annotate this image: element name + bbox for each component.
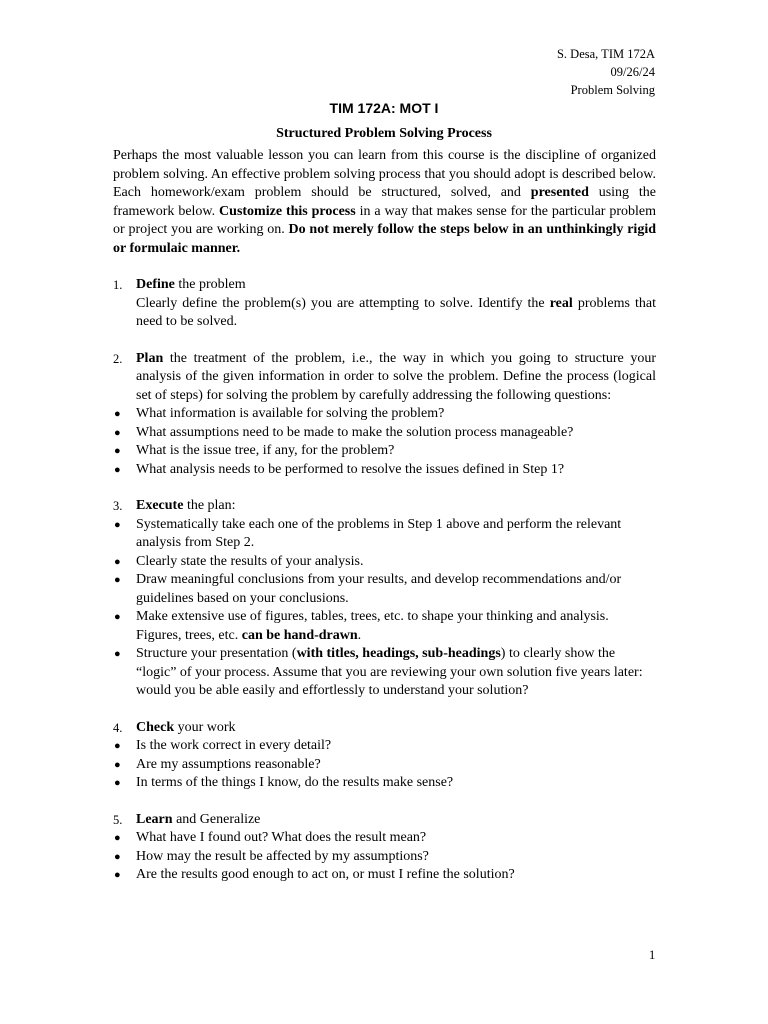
step-define xyxy=(113,276,656,332)
step-number: 2. xyxy=(113,351,123,366)
intro-text-3: in a way that makes sense for the particular problem or project you are working on. xyxy=(113,203,657,237)
bullet-dot-icon: ● xyxy=(114,648,121,660)
header-author: S. Desa, TIM 172A xyxy=(556,47,655,61)
bullet-dot-icon: ● xyxy=(114,758,121,771)
list-item-text: In terms of the things I know, do the results make sense? xyxy=(136,775,454,790)
header-date: 09/26/24 xyxy=(610,65,655,79)
bullet-list xyxy=(113,516,656,701)
list-item-bold: with titles, headings, sub-headings xyxy=(296,646,501,661)
bullet-dot-icon: ● xyxy=(114,445,121,457)
step-learn xyxy=(113,811,656,885)
bullet-dot-icon: ● xyxy=(114,574,121,586)
list-item xyxy=(113,829,656,848)
list-item xyxy=(113,461,656,480)
bullet-dot-icon: ● xyxy=(114,777,121,789)
step-execute xyxy=(113,497,656,701)
step-heading xyxy=(136,350,656,406)
bullet-dot-icon: ● xyxy=(114,611,121,623)
step-keyword: Execute xyxy=(136,498,184,513)
list-item xyxy=(113,442,656,461)
step-heading-rest: and Generalize xyxy=(172,811,261,827)
list-item-text: What analysis needs to be performed to resolve the issues defined in Step 1? xyxy=(136,461,565,477)
list-item xyxy=(113,645,656,701)
list-item-text: Draw meaningful conclusions from your results, and develop recommendations and/or guidelines based on your conclusions. xyxy=(136,572,622,606)
list-item-bold: can be hand-drawn xyxy=(241,627,358,643)
step-heading xyxy=(136,719,656,738)
intro-paragraph xyxy=(113,147,656,258)
bullet-dot-icon: ● xyxy=(114,740,121,752)
step-desc-text-1: Clearly define the problem(s) you are attempting to solve. Identify the xyxy=(136,295,550,311)
list-item-text: Systematically take each one of the problems in Step 1 above and perform the relevant analysis from Step 2. xyxy=(136,516,622,550)
list-item-text: Structure your presentation ( xyxy=(136,646,297,661)
list-item-text: Clearly state the results of your analysis. xyxy=(136,553,364,569)
list-item-text: What is the issue tree, if any, for the problem? xyxy=(136,443,395,458)
intro-bold-presented: presented xyxy=(530,185,589,200)
list-item-text: What assumptions need to be made to make the solution process manageable? xyxy=(136,424,574,440)
bullet-dot-icon: ● xyxy=(114,850,121,863)
intro-text-1: Perhaps the most valuable lesson you can learn from this course is the discipline of organized problem solving. An effective problem solving process that you should adopt is described below. Each homework/exam problem should be structured, solved, and xyxy=(113,148,656,200)
step-number: 3. xyxy=(113,499,123,513)
step-desc-bold-real: real xyxy=(549,295,573,311)
list-item xyxy=(113,516,656,553)
bullet-dot-icon: ● xyxy=(114,426,121,439)
step-keyword: Plan xyxy=(136,350,164,366)
list-item-text: Is the work correct in every detail? xyxy=(136,738,332,753)
step-number: 1. xyxy=(113,278,123,292)
step-plan xyxy=(113,350,656,480)
list-item xyxy=(113,848,656,867)
document-body xyxy=(113,147,656,885)
list-item xyxy=(113,756,656,775)
bullet-list xyxy=(113,405,656,479)
bullet-list xyxy=(113,829,656,885)
list-item-text: Are my assumptions reasonable? xyxy=(136,756,321,772)
step-heading-rest: the treatment of the problem, i.e., the way in which you going to structure your analysis of the given information in order to solve the problem. Define the process (logical set of steps) for solving the problem by carefully addressing the following questions: xyxy=(136,350,656,403)
step-keyword: Learn xyxy=(136,811,173,827)
intro-text-2: using the framework below. xyxy=(113,185,656,219)
step-heading-rest: your work xyxy=(174,719,236,735)
list-item xyxy=(113,608,656,645)
intro-bold-warning: Do not merely follow the steps below in an unthinkingly rigid or formulaic manner. xyxy=(113,222,656,256)
bullet-dot-icon: ● xyxy=(114,832,121,844)
step-number: 4. xyxy=(113,720,123,735)
bullet-list xyxy=(113,737,656,793)
list-item-text: ) to clearly show the “logic” of your process. Assume that you are reviewing your own solution five years later: would you be able easily and effortlessly to understand your solution? xyxy=(136,646,643,698)
list-item xyxy=(113,737,656,756)
step-number: 5. xyxy=(113,812,123,827)
bullet-dot-icon: ● xyxy=(114,869,121,881)
step-heading xyxy=(136,276,656,295)
step-heading xyxy=(136,497,656,516)
list-item-text: Are the results good enough to act on, or must I refine the solution? xyxy=(136,867,515,882)
list-item xyxy=(113,405,656,424)
bullet-dot-icon: ● xyxy=(114,463,121,476)
step-heading-rest: the problem xyxy=(174,277,246,292)
header-topic: Problem Solving xyxy=(570,83,655,97)
step-heading xyxy=(136,811,656,830)
list-item-text: Make extensive use of figures, tables, trees, etc. to shape your thinking and analysis. Figures, trees, etc. xyxy=(136,609,609,643)
document-header xyxy=(557,45,655,99)
list-item xyxy=(113,866,656,885)
bullet-dot-icon: ● xyxy=(114,518,121,531)
list-item-text: What information is available for solving the problem? xyxy=(136,406,445,421)
intro-bold-customize: Customize this process xyxy=(219,203,356,219)
step-desc-text-2: problems that need to be solved. xyxy=(136,295,656,329)
document-subtitle: Structured Problem Solving Process xyxy=(276,126,492,141)
page-number: 1 xyxy=(649,948,656,962)
step-check xyxy=(113,719,656,793)
step-heading-rest: the plan: xyxy=(183,498,236,513)
document-title: TIM 172A: MOT I xyxy=(329,100,439,116)
bullet-dot-icon: ● xyxy=(114,555,121,568)
step-keyword: Define xyxy=(136,277,175,292)
list-item-text: How may the result be affected by my assumptions? xyxy=(136,848,429,864)
step-keyword: Check xyxy=(136,719,175,735)
bullet-dot-icon: ● xyxy=(114,408,121,420)
step-description xyxy=(136,295,656,332)
list-item xyxy=(113,424,656,443)
list-item xyxy=(113,553,656,572)
list-item-text: . xyxy=(357,627,362,643)
list-item xyxy=(113,571,656,608)
list-item xyxy=(113,774,656,793)
list-item-text: What have I found out? What does the result mean? xyxy=(136,830,427,845)
